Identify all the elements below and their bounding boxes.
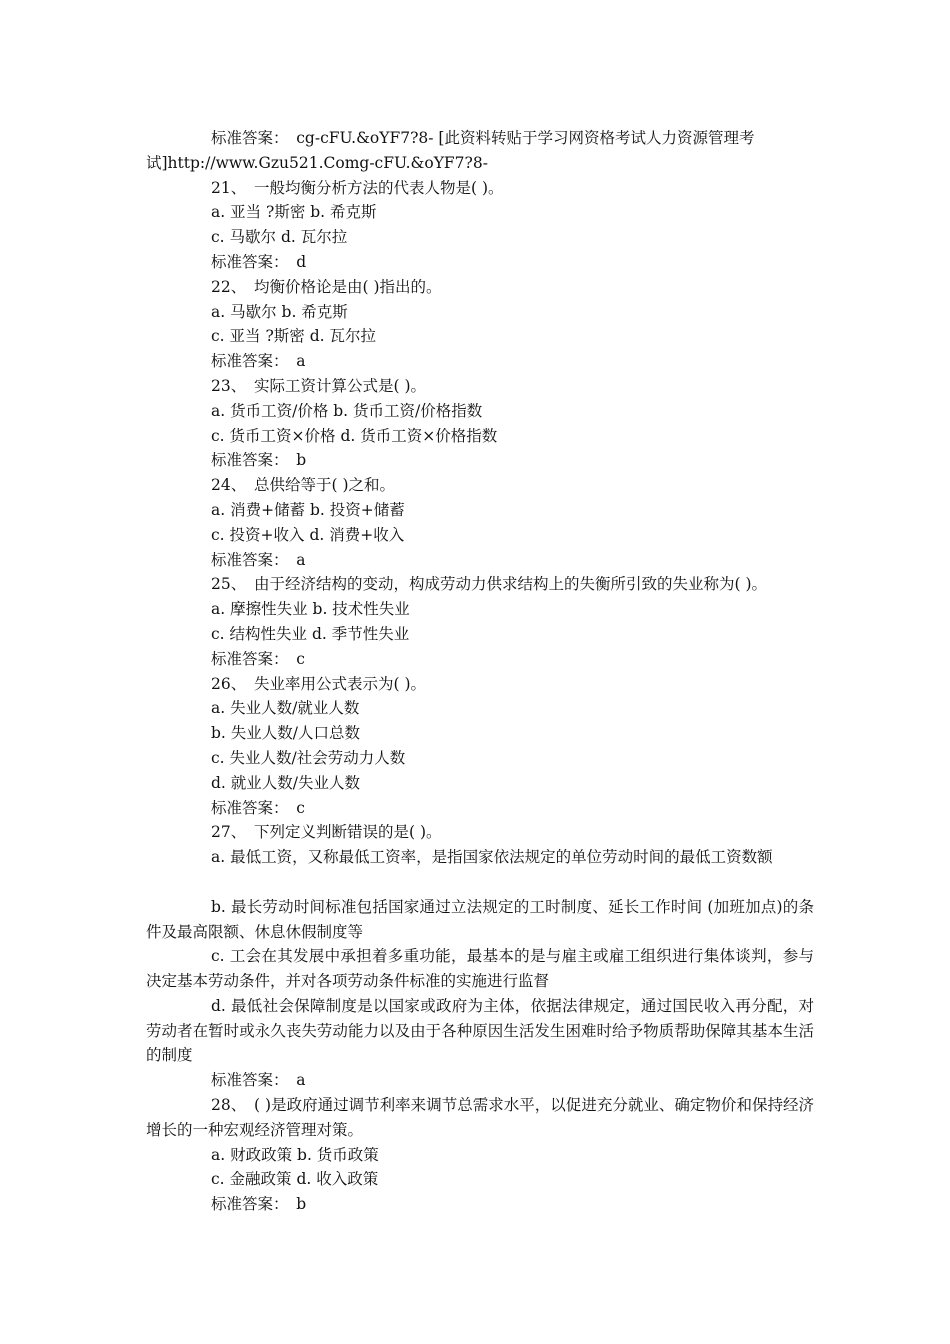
question-23-answer: 标准答案： b [211, 451, 307, 470]
question-26-stem: 26、 失业率用公式表示为( )。 [211, 674, 426, 693]
question-27-option-c: c. 工会在其发展中承担着多重功能，最基本的是与雇主或雇工组织进行集体谈判，参与决定基本劳动条件，并对各项劳动条件标准的实施进行监督 [146, 947, 814, 991]
question-26-option-d: d. 就业人数/失业人数 [211, 773, 360, 792]
question-24-option-line-1: a. 消费+储蓄 b. 投资+储蓄 [211, 500, 405, 519]
question-22-stem: 22、 均衡价格论是由( )指出的。 [211, 277, 442, 296]
question-28-option-line-2: c. 金融政策 d. 收入政策 [211, 1170, 379, 1189]
question-26-option-c: c. 失业人数/社会劳动力人数 [211, 748, 406, 767]
question-27-option-d: d. 最低社会保障制度是以国家或政府为主体，依据法律规定，通过国民收入再分配，对劳动者在暂时或永久丧失劳动能力以及由于各种原因生活发生困难时给予物质帮助保障其基本生活的制度 [146, 996, 814, 1065]
question-23-stem: 23、 实际工资计算公式是( )。 [211, 376, 426, 395]
question-27-stem: 27、 下列定义判断错误的是( )。 [211, 823, 442, 842]
question-27-answer: 标准答案： a [211, 1071, 306, 1090]
question-21-answer: 标准答案： d [211, 252, 307, 271]
question-25-stem: 25、 由于经济结构的变动，构成劳动力供求结构上的失衡所引致的失业称为( )。 [211, 575, 767, 594]
question-27-option-a: a. 最低工资，又称最低工资率，是指国家依法规定的单位劳动时间的最低工资数额 [211, 848, 773, 867]
question-22-option-line-1: a. 马歇尔 b. 希克斯 [211, 302, 348, 321]
question-25-option-line-2: c. 结构性失业 d. 季节性失业 [211, 624, 410, 643]
question-28-option-line-1: a. 财政政策 b. 货币政策 [211, 1145, 379, 1164]
question-28-stem: 28、 ( )是政府通过调节利率来调节总需求水平，以促进充分就业、确定物价和保持经济增长的一种宏观经济管理对策。 [146, 1096, 814, 1139]
question-24-answer: 标准答案： a [211, 550, 306, 569]
question-21-option-line-2: c. 马歇尔 d. 瓦尔拉 [211, 228, 348, 247]
question-23-option-line-1: a. 货币工资/价格 b. 货币工资/价格指数 [211, 401, 483, 420]
question-26-option-b: b. 失业人数/人口总数 [211, 724, 360, 743]
question-26-option-a: a. 失业人数/就业人数 [211, 699, 360, 718]
question-23-option-line-2: c. 货币工资×价格 d. 货币工资×价格指数 [211, 426, 498, 445]
question-21-stem: 21、 一般均衡分析方法的代表人物是( )。 [211, 178, 504, 197]
question-25-answer: 标准答案： c [211, 649, 305, 668]
question-24-option-line-2: c. 投资+收入 d. 消费+收入 [211, 525, 405, 544]
question-24-stem: 24、 总供给等于( )之和。 [211, 476, 395, 495]
question-21-option-line-1: a. 亚当 ?斯密 b. 希克斯 [211, 203, 377, 222]
document-body [146, 126, 814, 1217]
question-22-answer: 标准答案： a [211, 352, 306, 371]
question-22-option-line-2: c. 亚当 ?斯密 d. 瓦尔拉 [211, 327, 376, 346]
question-28-answer: 标准答案： b [211, 1195, 307, 1214]
question-25-option-line-1: a. 摩擦性失业 b. 技术性失业 [211, 600, 410, 619]
question-26-answer: 标准答案： c [211, 798, 305, 817]
question-27-option-b: b. 最长劳动时间标准包括国家通过立法规定的工时制度、延长工作时间 (加班加点)的条件及最高限额、休息休假制度等 [146, 897, 814, 941]
intro-answer-paragraph: 标准答案： cg-cFU.&oYF7?8- [此资料转贴于学习网资格考试人力资源管理考试]http://www.Gzu521.Comg-cFU.&oYF7?8- [146, 129, 755, 172]
